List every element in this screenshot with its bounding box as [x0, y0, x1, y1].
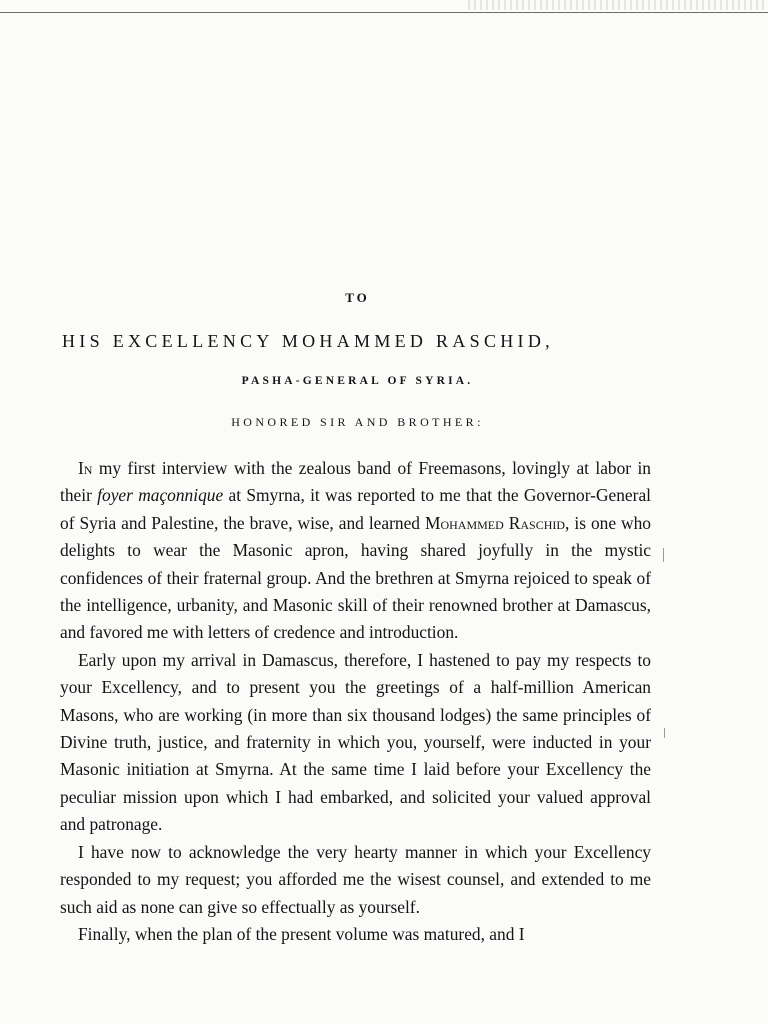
paragraph-1-part2: at Smyrna, it was reported to me that the Governor-General of Syria and Palestine, the brave, wise, and learned: [60, 485, 651, 533]
dedication-to: TO: [345, 290, 370, 305]
paragraph-3: I have now to acknowledge the very hearty manner in which your Excellency responded to my request; you afforded me the wisest counsel, and extended to me such aid as none can give so effectually as yourself.: [60, 841, 651, 917]
page-edge-texture: [468, 0, 768, 10]
paragraph-1-part1: my first interview with the zealous band of Freemasons, lovingly at labor in their: [60, 458, 651, 506]
margin-mark: [663, 548, 664, 562]
paragraph-1-part3: , is one who delights to wear the Masonic apron, having shared joyfully in the mystic confidences of their fraternal group. And the brethren at Smyrna rejoiced to speak of the intelligence, urbanity, and Masonic skill of their renowned brother at Damascus, and favored me with letters of credence and introduction.: [60, 512, 651, 643]
dedication-addressee: HIS EXCELLENCY MOHAMMED RASCHID,: [62, 331, 554, 351]
paragraph-4: Finally, when the plan of the present volume was matured, and I: [78, 923, 525, 944]
dedication-subtitle: PASHA-GENERAL OF SYRIA.: [241, 375, 474, 387]
top-rule: [0, 12, 768, 13]
paragraph-1-name: Mohammed Raschid: [424, 512, 566, 533]
paragraph-1: [60, 455, 651, 647]
margin-mark: [664, 728, 665, 738]
dedication-salutation: HONORED SIR AND BROTHER:: [231, 415, 484, 429]
dedication-body: [60, 455, 651, 948]
paragraph-1-italic: foyer maçonnique: [97, 485, 224, 506]
paragraph-2: Early upon my arrival in Damascus, therefore, I hastened to pay my respects to your Excellency, and to present you the greetings of a half-million American Masons, who are working (in more than six thousand lodges) the same principles of Divine truth, justice, and fraternity in which you, yourself, were inducted in your Masonic initiation at Smyrna. At the same time I laid before your Excellency the peculiar mission upon which I had embarked, and solicited your valued approval and patronage.: [60, 649, 651, 835]
paragraph-1-dropcap: In: [78, 458, 93, 478]
